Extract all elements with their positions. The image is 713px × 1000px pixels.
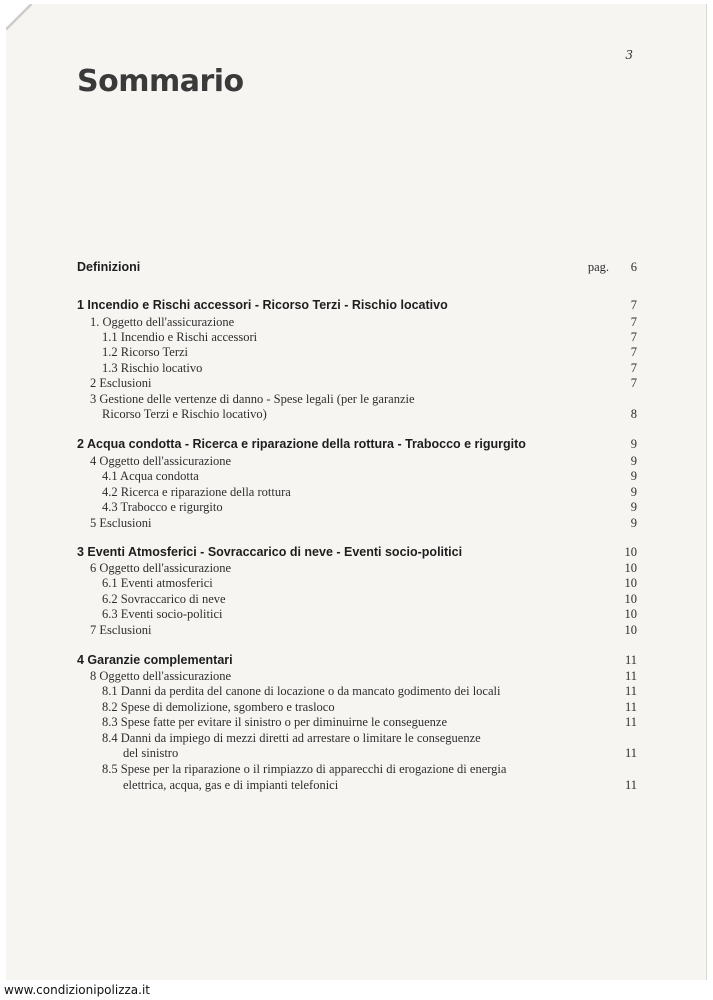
toc-entry-label: del sinistro [123,746,179,760]
toc-heading: 3 Eventi Atmosferici - Sovraccarico di neve - Eventi socio-politici [77,545,463,559]
toc-entry-label: 2 Esclusioni [90,376,152,390]
page-number: 3 [625,48,633,62]
toc-entry-label: 3 Gestione delle vertenze di danno - Spese legali (per le garanzie [90,392,415,406]
toc-heading: Definizioni [77,260,141,274]
pag-label: pag. [587,260,609,274]
toc-page-number: 11 [624,669,637,683]
toc-entry-label: 4.1 Acqua condotta [102,469,199,483]
toc-page-number: 10 [624,576,637,590]
toc-page-number: 10 [624,623,637,637]
toc-page-number: 10 [624,545,637,559]
toc-page-number: 6 [630,260,637,274]
toc-entry-label: 8 Oggetto dell'assicurazione [90,669,232,683]
toc-entry-label: 1. Oggetto dell'assicurazione [90,315,235,329]
toc-entry-label: 4.3 Trabocco e rigurgito [102,500,223,514]
toc-entry-label: 5 Esclusioni [90,516,152,530]
toc-page-number: 9 [630,500,637,514]
toc-page-number: 9 [630,437,637,451]
toc-page-number: 10 [624,607,637,621]
toc-page-number: 10 [624,561,637,575]
toc-page-number: 11 [624,746,637,760]
toc-page-number: 9 [630,516,637,530]
toc-entry-label: 4 Oggetto dell'assicurazione [90,454,232,468]
toc-entry-label: 7 Esclusioni [90,623,152,637]
toc-page-number: 8 [630,407,637,421]
toc-entry-label: 6.3 Eventi socio-politici [102,607,223,621]
toc-page-number: 7 [630,376,637,390]
toc-entry-label: 8.5 Spese per la riparazione o il rimpiazzo di apparecchi di erogazione di energia [102,762,507,776]
toc-entry-label: 6.2 Sovraccarico di neve [102,592,226,606]
toc-page-number: 7 [630,345,637,359]
toc-page-number: 11 [624,653,637,667]
toc-entry-label: 6.1 Eventi atmosferici [102,576,213,590]
toc-page-number: 7 [630,330,637,344]
toc-page-number: 7 [630,361,637,375]
toc-heading: 1 Incendio e Rischi accessori - Ricorso Terzi - Rischio locativo [77,298,448,312]
toc-entry-label: 8.1 Danni da perdita del canone di locazione o da mancato godimento dei locali [102,684,501,698]
toc-entry-label: 1.3 Rischio locativo [102,361,203,375]
toc-heading: 4 Garanzie complementari [77,653,233,667]
toc-entry-label: Ricorso Terzi e Rischio locativo) [102,407,267,421]
toc-entry-label: 1.1 Incendio e Rischi accessori [102,330,258,344]
footer-website-link[interactable]: www.condizionipolizza.it [4,983,150,997]
toc-page-number: 11 [624,778,637,792]
toc-page-number: 11 [624,715,637,729]
page-title: Sommario [77,64,244,99]
toc-entry-label: 4.2 Ricerca e riparazione della rottura [102,485,291,499]
toc-heading: 2 Acqua condotta - Ricerca e riparazione della rottura - Trabocco e rigurgito [77,437,526,451]
toc-page-number: 11 [624,684,637,698]
toc-page-number: 7 [630,315,637,329]
toc-entry-label: 8.2 Spese di demolizione, sgombero e trasloco [102,700,335,714]
toc-entry-label: 1.2 Ricorso Terzi [102,345,189,359]
toc-page-number: 9 [630,454,637,468]
toc-page-number: 11 [624,700,637,714]
toc-entry-label: 8.3 Spese fatte per evitare il sinistro o per diminuirne le conseguenze [102,715,448,729]
toc-entry-label: 8.4 Danni da impiego di mezzi diretti ad arrestare o limitare le conseguenze [102,731,481,745]
toc-page-number: 9 [630,485,637,499]
toc-entry-label: elettrica, acqua, gas e di impianti telefonici [123,778,339,792]
toc-entry-label: 6 Oggetto dell'assicurazione [90,561,232,575]
toc-page-number: 9 [630,469,637,483]
toc-page-number: 10 [624,592,637,606]
toc-page-number: 7 [630,298,637,312]
